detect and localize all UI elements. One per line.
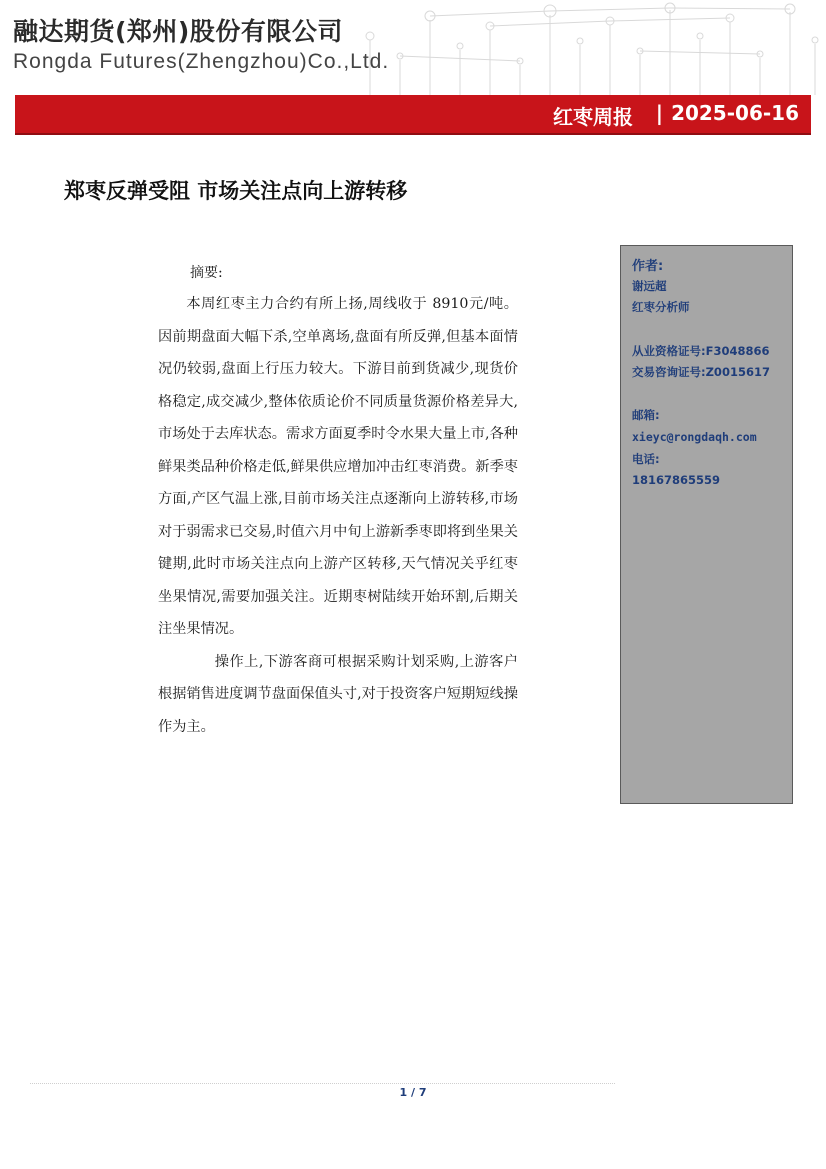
phone-label: 电话:	[632, 452, 660, 466]
report-date-wrapper	[656, 101, 799, 125]
report-banner	[15, 95, 811, 135]
qualification-number: 从业资格证号:F3048866	[632, 344, 770, 358]
separator: |	[655, 101, 664, 125]
author-sidebar	[620, 245, 793, 804]
page-header	[0, 0, 826, 95]
page-number: 1 / 7	[399, 1086, 427, 1099]
phone-number: 18167865559	[632, 473, 721, 487]
company-name-cn: 融达期货(郑州)股份有限公司	[13, 17, 343, 46]
footer-divider	[30, 1083, 615, 1084]
decorative-network-graphic	[360, 0, 826, 95]
email-link[interactable]: xieyc@rongdaqh.com	[632, 430, 757, 444]
author-label: 作者:	[632, 259, 664, 274]
company-name-en: Rongda Futures(Zhengzhou)Co.,Ltd.	[13, 50, 390, 73]
author-title: 红枣分析师	[632, 300, 690, 314]
author-name: 谢远超	[632, 279, 667, 293]
report-date: 2025-06-16	[671, 101, 799, 125]
report-title: 红枣周报	[553, 105, 633, 129]
article-headline: 郑枣反弹受阻 市场关注点向上游转移	[64, 179, 408, 203]
body-paragraph-1: 本周红枣主力合约有所上扬,周线收于 8910元/吨。因前期盘面大幅下杀,空单离场,盘面有所反弹,但基本面情况仍较弱,盘面上行压力较大。下游目前到货减少,现货价格稳定,成交减少,整体依质论价不同质量货源价格差异大,市场处于去库状态。需求方面夏季时令水果大量上市,各种鲜果类品种价格走低,鲜果供应增加冲击红枣消费。新季枣方面,产区气温上涨,目前市场关注点逐渐向上游转移,市场对于弱需求已交易,时值六月中旬上游新季枣即将到坐果关键期,此时市场关注点向上游产区转移,天气情况关乎红枣坐果情况,需要加强关注。近期枣树陆续开始环割,后期关注坐果情况。	[158, 296, 518, 637]
summary-label: 摘要:	[190, 265, 223, 281]
article-body	[158, 288, 518, 743]
consult-number: 交易咨询证号:Z0015617	[632, 365, 770, 379]
email-label: 邮箱:	[632, 408, 660, 422]
body-paragraph-2: 操作上,下游客商可根据采购计划采购,上游客户根据销售进度调节盘面保值头寸,对于投资客户短期短线操作为主。	[158, 653, 518, 735]
